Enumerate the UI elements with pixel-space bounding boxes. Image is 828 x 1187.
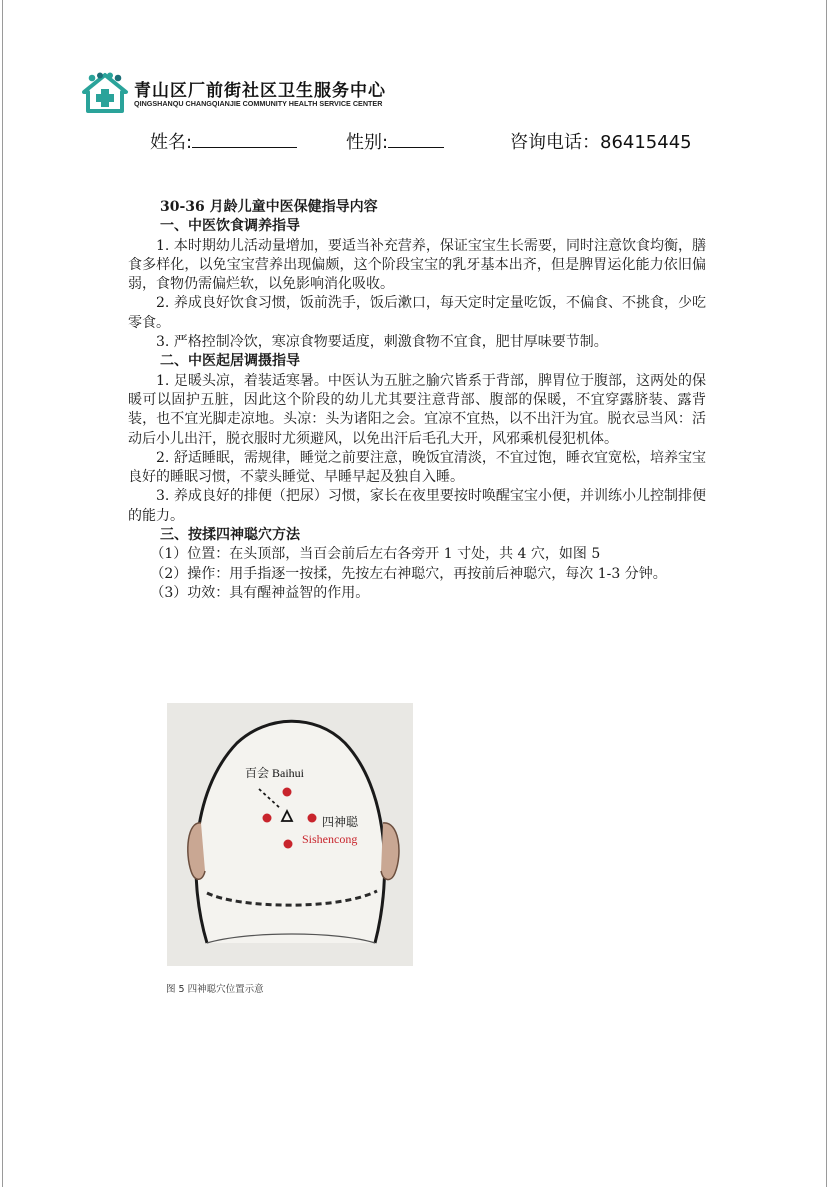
section-3-item-2: （2）操作：用手指逐一按揉，先按左右神聪穴，再按前后神聪穴，每次 1-3 分钟。 xyxy=(150,565,667,582)
phone-field xyxy=(510,128,692,154)
section-1-paragraph-3: 3. 严格控制冷饮，寒凉食物要适度，刺激食物不宜食，肥甘厚味要节制。 xyxy=(156,334,608,351)
letterhead xyxy=(80,72,440,116)
gender-field xyxy=(346,128,444,154)
section-3-heading: 三、按揉四神聪穴方法 xyxy=(160,527,300,544)
gender-label: 性别: xyxy=(346,132,389,153)
section-1-heading: 一、中医饮食调养指导 xyxy=(160,218,300,235)
acupoint-front xyxy=(283,788,292,797)
label-baihui: 百会 Baihui xyxy=(245,766,304,780)
name-field xyxy=(150,128,297,154)
phone-number: 86415445 xyxy=(600,132,692,153)
section-1-paragraph-2: 2. 养成良好饮食习惯，饭前洗手，饭后漱口，每天定时定量吃饭，不偏食、不挑食，少吃零食。 xyxy=(128,295,706,331)
acupoint-right xyxy=(308,814,317,823)
phone-label: 咨询电话： xyxy=(510,132,600,153)
name-blank xyxy=(192,130,297,148)
document-body xyxy=(128,198,706,603)
section-3-item-3: （3）功效：具有醒神益智的作用。 xyxy=(150,584,370,601)
head-diagram xyxy=(167,703,413,966)
gender-blank xyxy=(388,130,444,148)
name-label: 姓名: xyxy=(150,132,193,153)
page-edge-right xyxy=(826,0,827,1187)
section-3-item-1: （1）位置：在头顶部，当百会前后左右各旁开 1 寸处，共 4 穴，如图 5 xyxy=(150,546,601,563)
acupoint-back xyxy=(284,840,293,849)
label-sishencong-cn: 四神聪 xyxy=(322,815,359,829)
page-edge-left xyxy=(2,0,3,1187)
section-2-paragraph-2: 2. 舒适睡眠，需规律，睡觉之前要注意，晚饭宜清淡，不宜过饱，睡衣宜宽松，培养宝宝良好的睡眠习惯，不蒙头睡觉、早睡早起及独自入睡。 xyxy=(128,449,706,486)
org-name-en: QINGSHANQU CHANGQIANJIE COMMUNITY HEALTH SERVICE CENTER xyxy=(134,99,383,108)
figure-caption: 图 5 四神聪穴位置示意 xyxy=(166,984,264,995)
acupoint-left xyxy=(263,814,272,823)
section-2-heading: 二、中医起居调摄指导 xyxy=(160,353,300,370)
acupoint-figure xyxy=(167,703,413,966)
org-name-cn: 青山区厂前街社区卫生服务中心 xyxy=(134,81,386,101)
section-2-paragraph-3: 3. 养成良好的排便（把尿）习惯，家长在夜里要按时唤醒宝宝小便，并训练小儿控制排便的能力。 xyxy=(128,488,706,524)
section-2-paragraph-1: 1. 足暖头凉，着装适寒暑。中医认为五脏之腧穴皆系于背部，脾胃位于腹部，这两处的保暖可以固护五脏，因此这个阶段的幼儿尤其要注意背部、腹部的保暖，不宜穿露脐装、露背装，也不宜光脚走凉地。头凉：头为诸阳之会。宜凉不宜热，以不出汗为宜。脱衣忌当风：活动后小儿出汗，脱衣服时尤须避风，以免出汗后毛孔大开，风邪乘机侵犯机体。 xyxy=(128,372,706,447)
section-1-paragraph-1: 1. 本时期幼儿活动量增加，要适当补充营养，保证宝宝生长需要，同时注意饮食均衡，膳食多样化，以免宝宝营养出现偏颇，这个阶段宝宝的乳牙基本出齐，但是脾胃运化能力依旧偏弱，食物仍需偏烂软，以免影响消化吸收。 xyxy=(128,237,706,293)
label-sishencong-en: Sishencong xyxy=(302,832,358,846)
doc-title: 30-36 月龄儿童中医保健指导内容 xyxy=(160,199,378,215)
health-center-logo-icon xyxy=(80,72,130,114)
